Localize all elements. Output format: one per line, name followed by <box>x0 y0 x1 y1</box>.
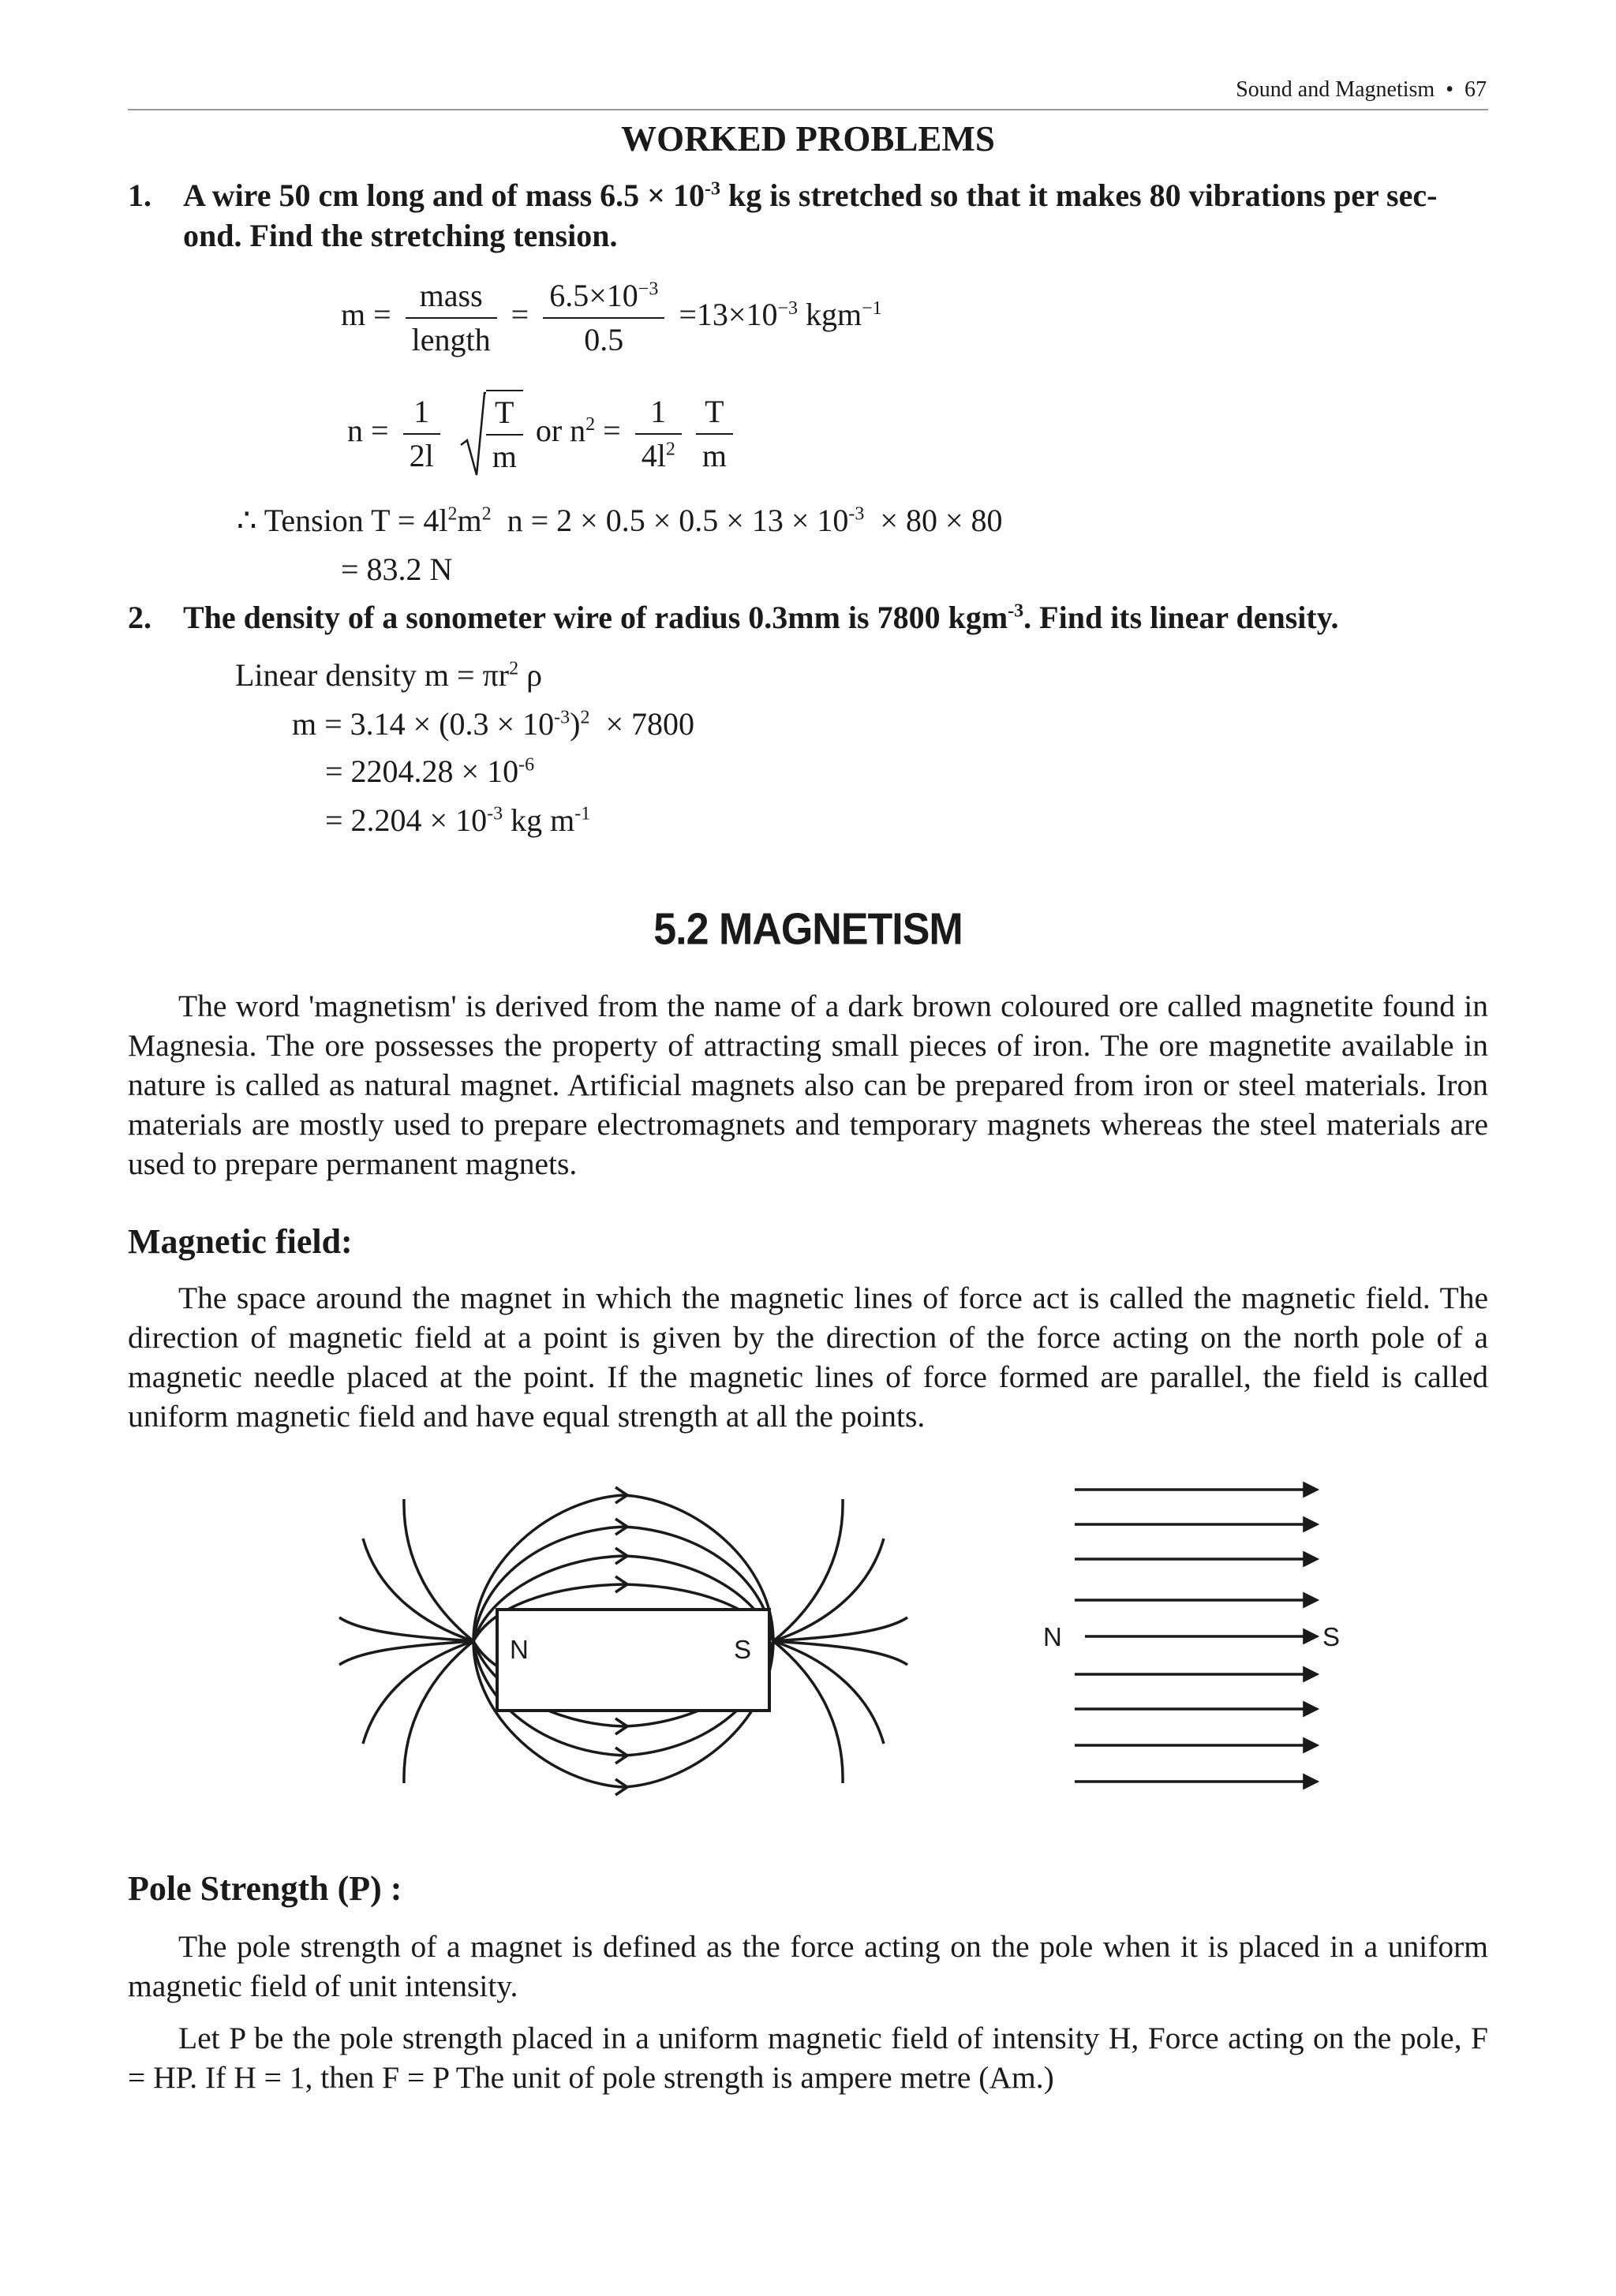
fraction-one-over-4l2: $\frac{1}{4l^2}$ <box>635 391 682 477</box>
bar-magnet <box>497 1610 769 1711</box>
problem-2 <box>0 597 1616 641</box>
header-rule <box>128 109 1488 110</box>
uniform-field-lines <box>1075 1490 1316 1782</box>
bar-magnet-north-label: N <box>510 1635 529 1664</box>
uniform-field-north-label: N <box>1043 1622 1062 1651</box>
running-title: Sound and Magnetism <box>1236 77 1435 102</box>
pole-strength-heading: Pole Strength (P) : <box>128 1869 402 1908</box>
radical-sign <box>459 390 486 478</box>
problem-1-number: 1. <box>128 178 152 213</box>
page-number: 67 <box>1464 77 1487 102</box>
header-separator: • <box>1446 77 1453 102</box>
tension-calculation: ∴ Tension $T = 4l^2m^2$ $n = 2 \times 0.5 \times 0.5 \times 13 \times 10^{-3} \times 80 \times 80$ <box>237 503 1003 538</box>
magnetic-field-heading: Magnetic field: <box>128 1222 353 1261</box>
section-heading-magnetism: 5.2 MAGNETISM <box>653 904 963 955</box>
magnetic-field-text: The space around the magnet in which the magnetic lines of force act is called the magnetic field. The direction of magnetic field at a point is given by the direction of the force acting on the north pole of a magnetic needle placed at the point. If the magnetic lines of force formed are parallel, the field is called uniform magnetic field and have equal strength at all the points. <box>128 1281 1488 1434</box>
problem-2-question: The density of a sonometer wire of radius 0.3mm is 7800 kgm$^{-3}$. Find its linear density. <box>183 600 1339 635</box>
linear-density-substitution: $m = 3.14 \times (0.3 \times 10^{-3})^2 \times 7800$ <box>292 706 694 742</box>
worked-problems-title: WORKED PROBLEMS <box>621 119 995 159</box>
magnetism-intro: The word 'magnetism' is derived from the name of a dark brown coloured ore called magnetite found in Magnesia. The ore possesses the property of attracting small pieces of iron. The ore magnetite available in nature is called as natural magnet. Artificial magnets also can be prepared from iron or steel materials. Iron materials are mostly used to prepare electromagnets and temporary magnets whereas the steel materials are used to prepare permanent magnets. <box>128 989 1488 1181</box>
fraction-t-over-m: $\frac{T}{m}$ <box>696 391 733 477</box>
square-root: $\frac{T}{m}$ <box>459 390 523 478</box>
fraction-values: $\frac{6.5\times 10^{-3}}{0.5}$ <box>543 275 664 361</box>
running-header <box>1236 77 1487 103</box>
problem-2-number: 2. <box>128 600 152 635</box>
linear-density-result: = $2.204 \times 10^{-3}$ kg $m^{-1}$ <box>325 802 591 838</box>
tension-result: = 83.2 N <box>341 552 453 587</box>
problem-1-question: A wire 50 cm long and of mass $6.5 \times 10^{-3}$ kg is stretched so that it makes 80 vibrations per sec- ond. Find the stretching tension. <box>183 178 1438 253</box>
problem-1 <box>0 175 1616 262</box>
linear-density-step: = $2204.28 \times 10^{-6}$ <box>325 753 535 789</box>
linear-density-formula: Linear density $m = \pi r^2$ ρ <box>235 657 543 693</box>
uniform-field-south-label: S <box>1322 1622 1341 1651</box>
fraction-one-over-2l: $\frac{1}{2l}$ <box>403 391 440 477</box>
bar-magnet-south-label: S <box>734 1635 752 1664</box>
equation-frequency: n = $\frac{1}{2l}$ $\frac{T}{m}$ or $n^2$ = $\frac{1}{4l^2}$ $\frac{T}{m}$ <box>347 390 739 478</box>
pole-strength-formula: Let P be the pole strength placed in a uniform magnetic field of intensity H, Force acting on the pole, F = HP. If H = 1, then F = P The unit of pole strength is ampere metre (Am.) <box>128 2021 1488 2095</box>
pole-strength-definition: The pole strength of a magnet is defined as the force acting on the pole when it is placed in a uniform magnetic field of unit intensity. <box>128 1929 1488 2003</box>
fraction-mass-length: $\frac{\text{mass}}{\text{length}}$ <box>406 275 497 361</box>
equation-linear-density: m = $\frac{\text{mass}}{\text{length}}$ = $\frac{6.5\times 10^{-3}}{0.5}$ $=13\times 10^{-3}$ kgm$^{-1}$ <box>341 275 882 361</box>
magnetic-field-figure <box>316 1452 1357 1830</box>
